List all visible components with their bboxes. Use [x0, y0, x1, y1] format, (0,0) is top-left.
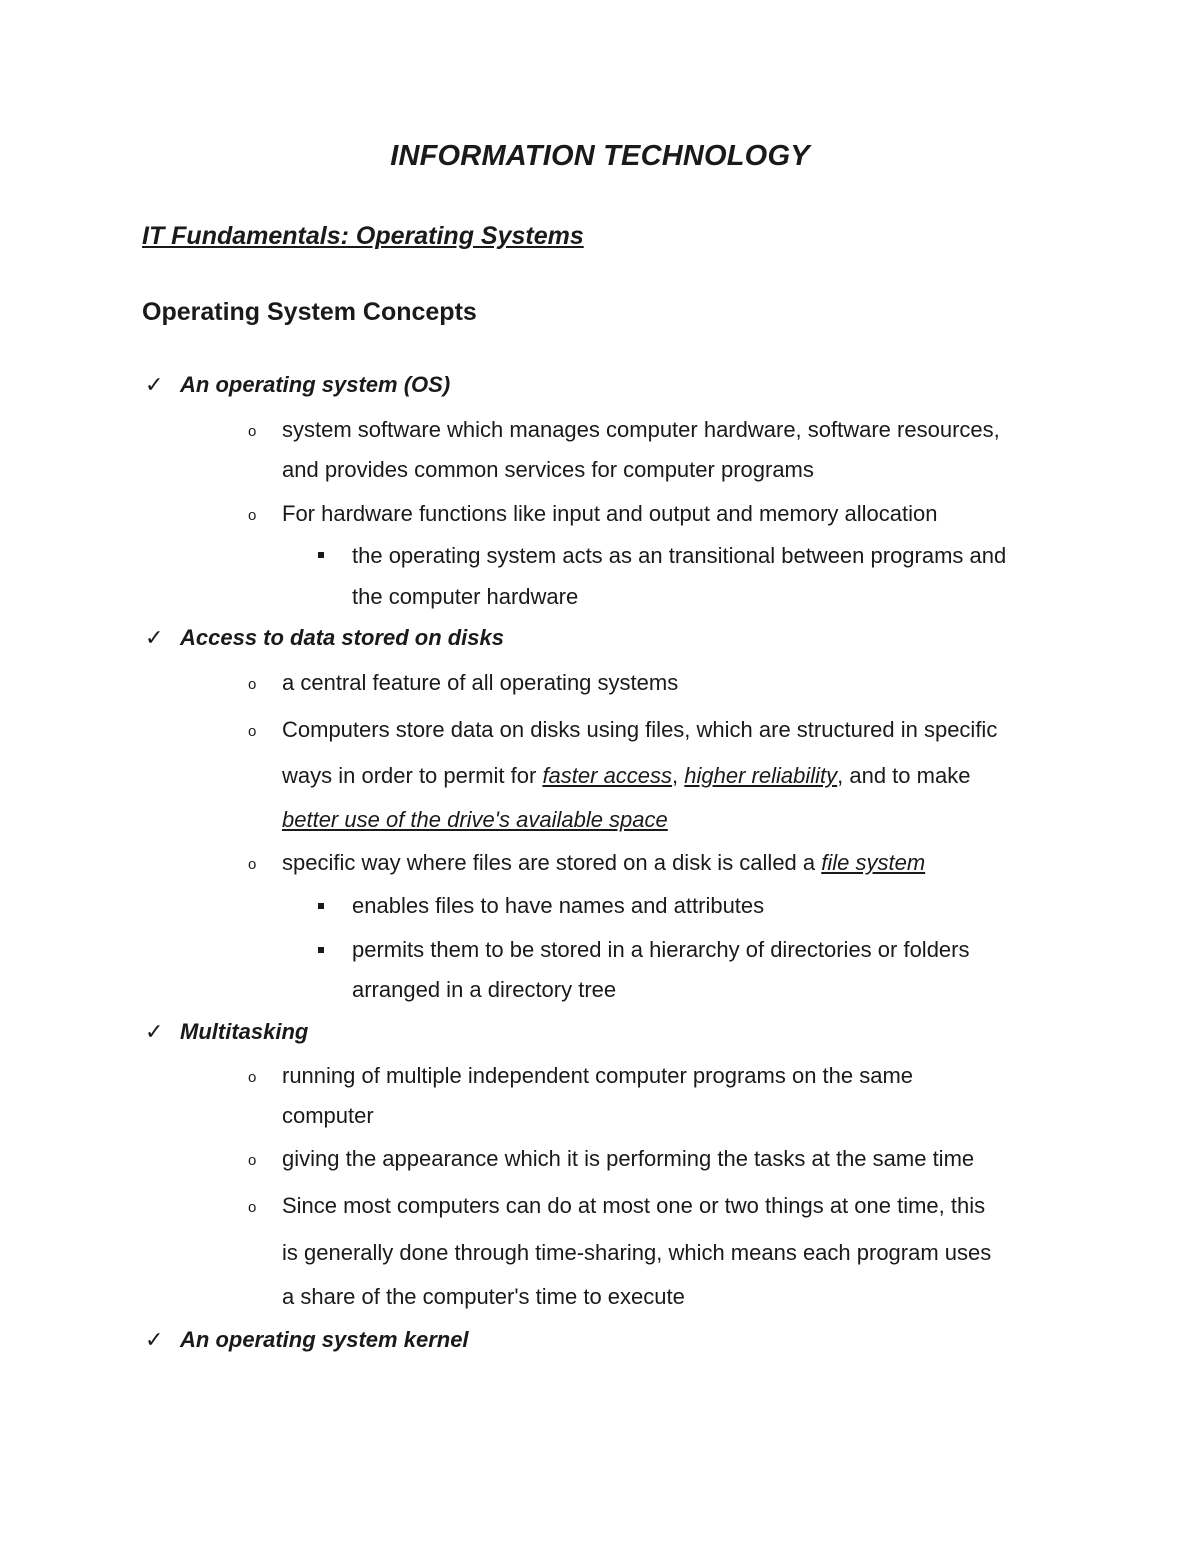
circle-bullet-icon: o — [248, 423, 257, 440]
multitasking-bullet-3-line-3: a share of the computer's time to execute — [282, 1284, 685, 1309]
disks-bullet-2-line-2 — [282, 762, 970, 790]
item-heading-disks: Access to data stored on disks — [180, 625, 504, 650]
multitasking-bullet-3-line-1: Since most computers can do at most one or two things at one time, this — [282, 1193, 986, 1218]
disks-bullet-3 — [282, 849, 925, 877]
os-bullet-1-line-2: and provides common services for computer programs — [282, 457, 814, 482]
square-bullet-icon — [318, 552, 324, 558]
os-bullet-1-line-1: system software which manages computer hardware, software resources, — [282, 417, 1000, 442]
text-run: , — [672, 763, 685, 788]
disks-bullet-1: a central feature of all operating systems — [282, 670, 679, 695]
text-run: ways in order to permit for — [282, 763, 543, 788]
disks-sub-bullet-2-line-1: permits them to be stored in a hierarchy of directories or folders — [352, 937, 970, 962]
item-heading-multitasking: Multitasking — [180, 1019, 309, 1044]
circle-bullet-icon: o — [248, 507, 257, 524]
disks-bullet-2-line-1: Computers store data on disks using files, which are structured in specific — [282, 717, 998, 742]
square-bullet-icon — [318, 903, 324, 909]
circle-bullet-icon: o — [248, 723, 257, 740]
disks-sub-bullet-1: enables files to have names and attributes — [352, 893, 765, 918]
circle-bullet-icon: o — [248, 1069, 257, 1086]
os-bullet-2: For hardware functions like input and output and memory allocation — [282, 501, 938, 526]
multitasking-bullet-1-line-1: running of multiple independent computer programs on the same — [282, 1063, 914, 1088]
term-higher-reliability: higher reliability — [684, 763, 838, 788]
disks-sub-bullet-2-line-2: arranged in a directory tree — [352, 977, 617, 1002]
multitasking-bullet-3-line-2: is generally done through time-sharing, which means each program uses — [282, 1240, 992, 1265]
page-subtitle: IT Fundamentals: Operating Systems — [142, 222, 584, 250]
circle-bullet-icon: o — [248, 676, 257, 693]
term-file-system: file system — [821, 850, 926, 875]
item-heading-os: An operating system (OS) — [180, 372, 451, 397]
checkmark-icon: ✓ — [145, 1019, 164, 1044]
multitasking-bullet-1-line-2: computer — [282, 1103, 374, 1128]
checkmark-icon: ✓ — [145, 1327, 164, 1352]
text-run: , and to make — [837, 763, 971, 788]
disks-bullet-2-line-3 — [282, 806, 668, 834]
checkmark-icon: ✓ — [145, 625, 164, 650]
multitasking-bullet-2: giving the appearance which it is performing the tasks at the same time — [282, 1146, 975, 1171]
text-run: specific way where files are stored on a disk is called a — [282, 850, 822, 875]
circle-bullet-icon: o — [248, 856, 257, 873]
circle-bullet-icon: o — [248, 1152, 257, 1169]
checkmark-icon: ✓ — [145, 372, 164, 397]
page-title: INFORMATION TECHNOLOGY — [390, 140, 810, 172]
term-better-use: better use of the drive's available space — [282, 807, 668, 832]
os-sub-bullet-1-line-2: the computer hardware — [352, 584, 579, 609]
term-faster-access: faster access — [542, 763, 673, 788]
square-bullet-icon — [318, 947, 324, 953]
circle-bullet-icon: o — [248, 1199, 257, 1216]
os-sub-bullet-1-line-1: the operating system acts as an transitional between programs and — [352, 543, 1007, 568]
section-heading: Operating System Concepts — [142, 298, 477, 326]
item-heading-kernel: An operating system kernel — [180, 1327, 469, 1352]
